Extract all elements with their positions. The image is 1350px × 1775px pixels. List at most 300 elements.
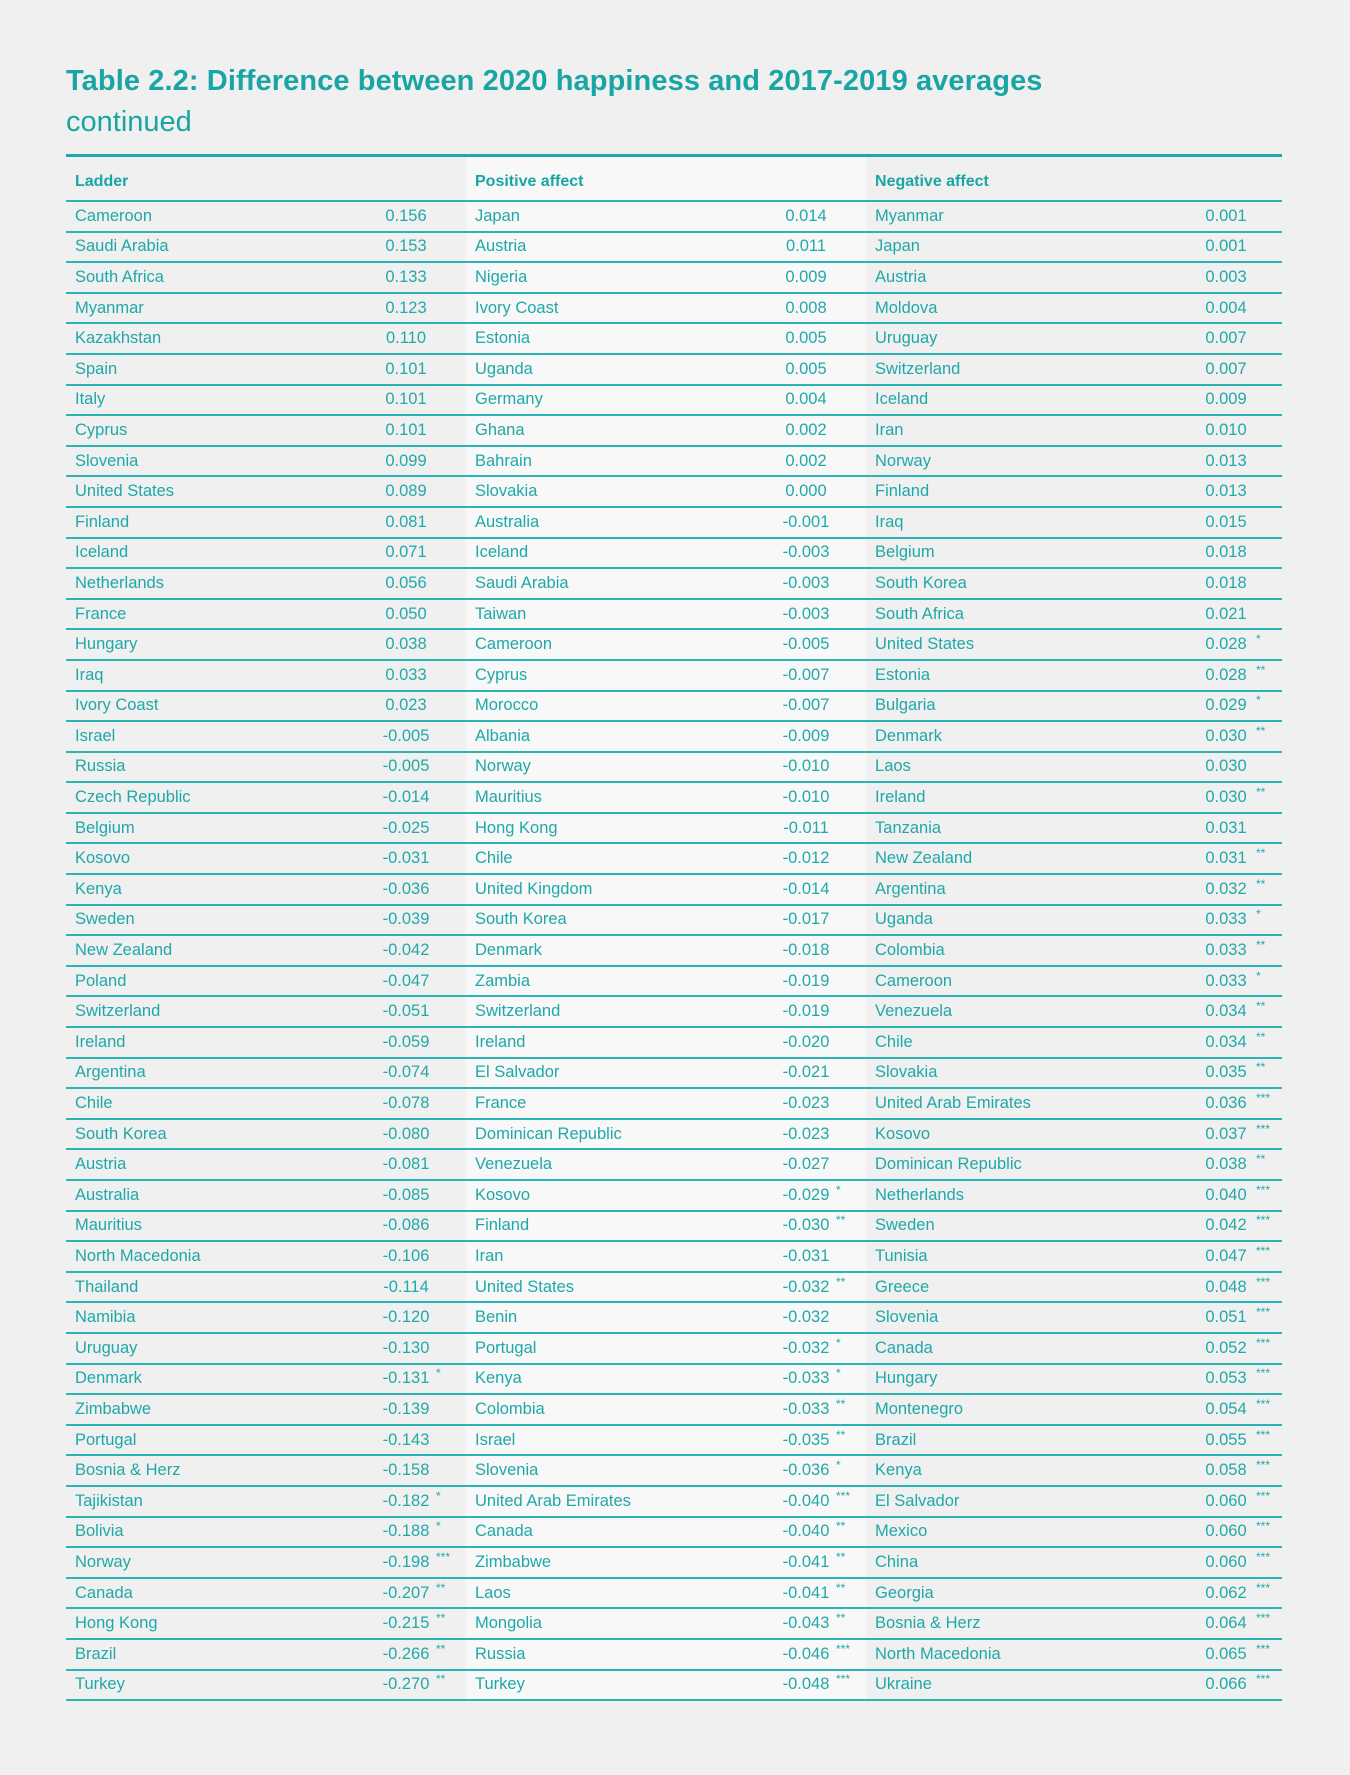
positive-affect-country: Mongolia [466, 1608, 706, 1639]
positive-affect-number: -0.009 [782, 726, 830, 745]
negative-affect-country: South Korea [866, 568, 1106, 599]
significance-stars: *** [836, 1672, 851, 1687]
ladder-value-wrap [376, 268, 436, 287]
table-row [66, 354, 1282, 385]
ladder-value-wrap [376, 513, 436, 532]
negative-affect-country: Denmark [866, 721, 1106, 752]
negative-affect-country: Colombia [866, 935, 1106, 966]
significance-stars: ** [1256, 876, 1266, 891]
table-row [66, 874, 1282, 905]
ladder-value [306, 1517, 466, 1548]
header-ladder: Ladder [66, 157, 466, 201]
ladder-value-wrap [376, 696, 436, 715]
ladder-country: United States [66, 476, 306, 507]
positive-affect-value [706, 1272, 866, 1303]
ladder-country: Italy [66, 385, 306, 416]
table-header-row [66, 157, 1282, 201]
negative-affect-value-wrap [1196, 207, 1256, 226]
significance-stars: *** [1256, 1091, 1271, 1106]
ladder-value-wrap [376, 1431, 436, 1450]
ladder-country: Austria [66, 1149, 306, 1180]
significance-stars: *** [836, 1488, 851, 1503]
positive-affect-value-wrap [776, 1458, 841, 1480]
significance-stars: ** [436, 1672, 446, 1687]
significance-stars: *** [1256, 1366, 1271, 1381]
significance-stars: *** [1256, 1335, 1271, 1350]
table-row [66, 599, 1282, 630]
ladder-value [306, 1272, 466, 1303]
ladder-value [306, 1149, 466, 1180]
positive-affect-value [706, 1149, 866, 1180]
negative-affect-value-wrap [1196, 513, 1256, 532]
ladder-value [306, 538, 466, 569]
negative-affect-value [1106, 385, 1282, 416]
negative-affect-value [1106, 201, 1282, 232]
negative-affect-number: 0.052 [1205, 1338, 1247, 1357]
positive-affect-country: Ireland [466, 1027, 706, 1058]
negative-affect-country: Netherlands [866, 1180, 1106, 1211]
significance-stars: ** [836, 1396, 846, 1411]
negative-affect-number: 0.031 [1205, 849, 1247, 868]
significance-stars: *** [1256, 1243, 1271, 1258]
positive-affect-value-wrap [776, 390, 836, 409]
positive-affect-country: Venezuela [466, 1149, 706, 1180]
ladder-value-wrap [376, 727, 436, 746]
negative-affect-value [1106, 1211, 1282, 1242]
positive-affect-value [706, 262, 866, 293]
negative-affect-number: 0.040 [1205, 1185, 1247, 1204]
positive-affect-value-wrap [776, 1580, 846, 1603]
table-row [66, 1425, 1282, 1456]
significance-stars: * [436, 1519, 441, 1534]
ladder-number: -0.036 [382, 879, 430, 898]
ladder-value-wrap [376, 1094, 436, 1113]
positive-affect-value-wrap [776, 972, 836, 991]
negative-affect-value [1106, 1241, 1282, 1272]
positive-affect-value [706, 599, 866, 630]
negative-affect-number: 0.018 [1205, 543, 1247, 562]
positive-affect-number: -0.046 [782, 1644, 830, 1663]
table-row [66, 1455, 1282, 1486]
positive-affect-value-wrap [776, 1519, 846, 1541]
positive-affect-value-wrap [776, 1155, 836, 1174]
negative-affect-country: Mexico [866, 1517, 1106, 1548]
table-row [66, 813, 1282, 844]
significance-stars: *** [1256, 1580, 1271, 1595]
negative-affect-value-wrap [1196, 1091, 1271, 1113]
ladder-value [306, 691, 466, 722]
ladder-number: 0.050 [385, 604, 427, 623]
significance-stars: * [436, 1488, 441, 1503]
positive-affect-value-wrap [776, 1308, 836, 1327]
ladder-value [306, 1364, 466, 1395]
negative-affect-number: 0.034 [1205, 1032, 1247, 1051]
positive-affect-number: -0.033 [782, 1399, 830, 1418]
ladder-value-wrap [376, 1461, 436, 1480]
negative-affect-number: 0.060 [1205, 1552, 1247, 1571]
ladder-number: -0.039 [382, 910, 430, 929]
positive-affect-country: Zimbabwe [466, 1547, 706, 1578]
significance-stars: * [1256, 632, 1261, 647]
positive-affect-value-wrap [776, 421, 836, 440]
positive-affect-value-wrap [776, 727, 836, 746]
positive-affect-value-wrap [776, 268, 836, 287]
ladder-value [306, 1027, 466, 1058]
ladder-value-wrap [376, 1580, 446, 1603]
table-row [66, 1302, 1282, 1333]
negative-affect-value-wrap [1196, 543, 1256, 562]
positive-affect-number: -0.005 [782, 635, 830, 654]
ladder-value [306, 813, 466, 844]
positive-affect-number: -0.029 [782, 1185, 830, 1204]
ladder-country: Zimbabwe [66, 1394, 306, 1425]
negative-affect-value-wrap [1196, 819, 1256, 838]
significance-stars: *** [1256, 1641, 1271, 1656]
positive-affect-country: Slovakia [466, 476, 706, 507]
negative-affect-value-wrap [1196, 237, 1256, 256]
ladder-value-wrap [376, 360, 436, 379]
ladder-value [306, 1241, 466, 1272]
table-row [66, 843, 1282, 874]
negative-affect-value [1106, 996, 1282, 1027]
ladder-value-wrap [376, 390, 436, 409]
negative-affect-value [1106, 813, 1282, 844]
negative-affect-country: Switzerland [866, 354, 1106, 385]
positive-affect-country: South Korea [466, 905, 706, 936]
significance-stars: ** [1256, 1152, 1266, 1167]
ladder-value-wrap [376, 421, 436, 440]
table-row [66, 996, 1282, 1027]
negative-affect-country: Japan [866, 232, 1106, 263]
positive-affect-country: Portugal [466, 1333, 706, 1364]
ladder-number: -0.074 [382, 1063, 430, 1082]
positive-affect-value [706, 996, 866, 1027]
negative-affect-value-wrap [1196, 999, 1266, 1021]
ladder-number: -0.051 [382, 1002, 430, 1021]
negative-affect-country: Georgia [866, 1578, 1106, 1609]
negative-affect-number: 0.007 [1205, 359, 1247, 378]
negative-affect-country: New Zealand [866, 843, 1106, 874]
negative-affect-country: Cameroon [866, 966, 1106, 997]
ladder-number: -0.106 [382, 1246, 430, 1265]
ladder-number: 0.081 [385, 512, 427, 531]
negative-affect-number: 0.013 [1205, 482, 1247, 501]
negative-affect-value-wrap [1196, 1274, 1271, 1297]
ladder-value [306, 1455, 466, 1486]
positive-affect-value-wrap [776, 1182, 841, 1205]
negative-affect-value [1106, 1149, 1282, 1180]
positive-affect-country: Nigeria [466, 262, 706, 293]
negative-affect-number: 0.036 [1205, 1094, 1247, 1113]
negative-affect-value-wrap [1196, 1458, 1271, 1480]
ladder-number: -0.042 [382, 941, 430, 960]
ladder-country: Portugal [66, 1425, 306, 1456]
ladder-value-wrap [376, 788, 436, 807]
table-row [66, 1364, 1282, 1395]
significance-stars: * [436, 1366, 441, 1381]
ladder-country: Bosnia & Herz [66, 1455, 306, 1486]
ladder-value-wrap [376, 1339, 436, 1358]
positive-affect-country: Iran [466, 1241, 706, 1272]
negative-affect-value-wrap [1196, 1182, 1271, 1205]
positive-affect-country: Taiwan [466, 599, 706, 630]
negative-affect-value [1106, 966, 1282, 997]
significance-stars: *** [1256, 1305, 1271, 1320]
negative-affect-value-wrap [1196, 907, 1261, 929]
negative-affect-country: Canada [866, 1333, 1106, 1364]
ladder-number: -0.085 [382, 1185, 430, 1204]
positive-affect-value [706, 1578, 866, 1609]
positive-affect-country: France [466, 1088, 706, 1119]
ladder-value-wrap [376, 1155, 436, 1174]
ladder-value [306, 1088, 466, 1119]
positive-affect-value [706, 935, 866, 966]
positive-affect-country: Estonia [466, 323, 706, 354]
ladder-country: Hungary [66, 629, 306, 660]
negative-affect-value [1106, 691, 1282, 722]
table-row [66, 660, 1282, 691]
ladder-country: Sweden [66, 905, 306, 936]
positive-affect-number: -0.012 [782, 849, 830, 868]
positive-affect-value-wrap [776, 1672, 851, 1694]
significance-stars: *** [1256, 1396, 1271, 1411]
negative-affect-value [1106, 262, 1282, 293]
ladder-country: Czech Republic [66, 782, 306, 813]
ladder-country: Turkey [66, 1670, 306, 1701]
significance-stars: * [1256, 693, 1261, 708]
positive-affect-value-wrap [776, 299, 836, 318]
positive-affect-country: Austria [466, 232, 706, 263]
ladder-value [306, 1394, 466, 1425]
ladder-value-wrap [376, 1519, 441, 1541]
negative-affect-number: 0.021 [1205, 604, 1247, 623]
positive-affect-value [706, 1058, 866, 1089]
ladder-country: Namibia [66, 1302, 306, 1333]
positive-affect-value [706, 1455, 866, 1486]
ladder-country: Kenya [66, 874, 306, 905]
negative-affect-country: Argentina [866, 874, 1106, 905]
positive-affect-value-wrap [776, 543, 836, 562]
negative-affect-value [1106, 1088, 1282, 1119]
positive-affect-value-wrap [776, 1094, 836, 1113]
ladder-value [306, 1180, 466, 1211]
ladder-number: -0.078 [382, 1094, 430, 1113]
positive-affect-number: -0.030 [782, 1216, 830, 1235]
negative-affect-value-wrap [1196, 757, 1256, 776]
ladder-country: Cyprus [66, 415, 306, 446]
positive-affect-value [706, 1211, 866, 1242]
negative-affect-value-wrap [1196, 723, 1266, 746]
ladder-country: Kazakhstan [66, 323, 306, 354]
negative-affect-value-wrap [1196, 968, 1261, 991]
ladder-country: Finland [66, 507, 306, 538]
negative-affect-number: 0.013 [1205, 451, 1247, 470]
negative-affect-value-wrap [1196, 482, 1256, 501]
positive-affect-number: -0.035 [782, 1430, 830, 1449]
positive-affect-number: -0.011 [783, 818, 829, 837]
positive-affect-country: Russia [466, 1639, 706, 1670]
ladder-value-wrap [376, 757, 436, 776]
ladder-value [306, 660, 466, 691]
positive-affect-country: Germany [466, 385, 706, 416]
negative-affect-value [1106, 599, 1282, 630]
table-body [66, 201, 1282, 1700]
ladder-value-wrap [376, 1308, 436, 1327]
table-row [66, 1670, 1282, 1701]
negative-affect-country: Slovakia [866, 1058, 1106, 1089]
negative-affect-value [1106, 568, 1282, 599]
positive-affect-value [706, 415, 866, 446]
negative-affect-number: 0.034 [1205, 1002, 1247, 1021]
negative-affect-value [1106, 843, 1282, 874]
positive-affect-value [706, 201, 866, 232]
negative-affect-number: 0.009 [1205, 390, 1247, 409]
ladder-country: Bolivia [66, 1517, 306, 1548]
ladder-number: -0.120 [382, 1308, 430, 1327]
positive-affect-value-wrap [776, 1427, 846, 1450]
negative-affect-country: Montenegro [866, 1394, 1106, 1425]
negative-affect-country: North Macedonia [866, 1639, 1106, 1670]
ladder-value-wrap [376, 329, 436, 348]
negative-affect-value [1106, 293, 1282, 324]
ladder-country: Israel [66, 721, 306, 752]
negative-affect-number: 0.033 [1205, 910, 1247, 929]
ladder-number: -0.266 [382, 1644, 430, 1663]
table-row [66, 935, 1282, 966]
ladder-value [306, 1608, 466, 1639]
ladder-value-wrap [376, 1549, 451, 1572]
table-row [66, 507, 1282, 538]
positive-affect-value [706, 1639, 866, 1670]
positive-affect-country: Cyprus [466, 660, 706, 691]
negative-affect-value-wrap [1196, 1305, 1271, 1327]
positive-affect-number: 0.000 [785, 482, 827, 501]
positive-affect-country: Norway [466, 752, 706, 783]
significance-stars: *** [1256, 1182, 1271, 1197]
ladder-country: Myanmar [66, 293, 306, 324]
ladder-value [306, 1670, 466, 1701]
ladder-country: Mauritius [66, 1211, 306, 1242]
positive-affect-value [706, 1394, 866, 1425]
significance-stars: ** [836, 1213, 846, 1228]
positive-affect-value [706, 905, 866, 936]
positive-affect-value-wrap [776, 1063, 836, 1082]
ladder-value-wrap [376, 1366, 441, 1388]
ladder-value-wrap [376, 207, 436, 226]
negative-affect-value-wrap [1196, 1213, 1271, 1235]
table-row [66, 293, 1282, 324]
ladder-value-wrap [376, 1125, 436, 1144]
ladder-country: France [66, 599, 306, 630]
ladder-value [306, 507, 466, 538]
positive-affect-value [706, 1088, 866, 1119]
negative-affect-country: Tanzania [866, 813, 1106, 844]
negative-affect-value [1106, 1394, 1282, 1425]
table-row [66, 752, 1282, 783]
header-positive-affect: Positive affect [466, 157, 866, 201]
positive-affect-value [706, 966, 866, 997]
positive-affect-number: 0.004 [785, 390, 827, 409]
negative-affect-number: 0.060 [1205, 1491, 1247, 1510]
ladder-value-wrap [376, 605, 436, 624]
table-row [66, 1333, 1282, 1364]
ladder-country: Uruguay [66, 1333, 306, 1364]
ladder-value [306, 1333, 466, 1364]
ladder-value [306, 232, 466, 263]
positive-affect-country: Japan [466, 201, 706, 232]
negative-affect-value [1106, 323, 1282, 354]
positive-affect-number: -0.027 [782, 1155, 830, 1174]
negative-affect-number: 0.001 [1205, 237, 1247, 256]
ladder-value-wrap [376, 543, 436, 562]
negative-affect-number: 0.035 [1205, 1063, 1247, 1082]
negative-affect-number: 0.062 [1205, 1583, 1247, 1602]
positive-affect-country: United Arab Emirates [466, 1486, 706, 1517]
significance-stars: *** [836, 1641, 851, 1656]
negative-affect-value-wrap [1196, 360, 1256, 379]
negative-affect-value-wrap [1196, 846, 1266, 868]
ladder-value [306, 354, 466, 385]
ladder-number: -0.143 [382, 1430, 430, 1449]
positive-affect-value-wrap [776, 1002, 836, 1021]
negative-affect-number: 0.032 [1205, 879, 1247, 898]
positive-affect-value [706, 293, 866, 324]
ladder-number: -0.198 [382, 1552, 430, 1571]
positive-affect-number: -0.003 [782, 573, 830, 592]
negative-affect-country: Kenya [866, 1455, 1106, 1486]
negative-affect-value-wrap [1196, 662, 1266, 685]
positive-affect-value [706, 843, 866, 874]
positive-affect-number: -0.032 [782, 1308, 830, 1327]
ladder-country: South Africa [66, 262, 306, 293]
ladder-number: -0.114 [383, 1277, 429, 1296]
ladder-number: 0.071 [385, 543, 427, 562]
negative-affect-country: Norway [866, 446, 1106, 477]
negative-affect-country: Greece [866, 1272, 1106, 1303]
ladder-number: 0.056 [385, 573, 427, 592]
significance-stars: ** [436, 1580, 446, 1595]
ladder-country: Ireland [66, 1027, 306, 1058]
positive-affect-number: -0.001 [782, 512, 830, 531]
positive-affect-value [706, 568, 866, 599]
ladder-value [306, 1547, 466, 1578]
table-row [66, 415, 1282, 446]
ladder-country: Kosovo [66, 843, 306, 874]
significance-stars: ** [836, 1549, 846, 1564]
ladder-country: Iraq [66, 660, 306, 691]
negative-affect-number: 0.028 [1205, 665, 1247, 684]
positive-affect-number: -0.023 [782, 1094, 830, 1113]
ladder-value-wrap [376, 1641, 446, 1664]
negative-affect-value-wrap [1196, 390, 1256, 409]
positive-affect-country: Turkey [466, 1670, 706, 1701]
ladder-value-wrap [376, 299, 436, 318]
table-row [66, 1394, 1282, 1425]
positive-affect-value-wrap [776, 757, 836, 776]
positive-affect-value-wrap [776, 605, 836, 624]
significance-stars: * [836, 1366, 841, 1381]
table-row [66, 1119, 1282, 1150]
positive-affect-number: -0.007 [782, 665, 830, 684]
positive-affect-country: Saudi Arabia [466, 568, 706, 599]
significance-stars: *** [1256, 1458, 1271, 1473]
ladder-number: 0.156 [385, 206, 427, 225]
negative-affect-number: 0.015 [1205, 512, 1247, 531]
negative-affect-value-wrap [1196, 1488, 1271, 1511]
positive-affect-value [706, 1547, 866, 1578]
positive-affect-value-wrap [776, 1611, 846, 1633]
negative-affect-value-wrap [1196, 574, 1256, 593]
